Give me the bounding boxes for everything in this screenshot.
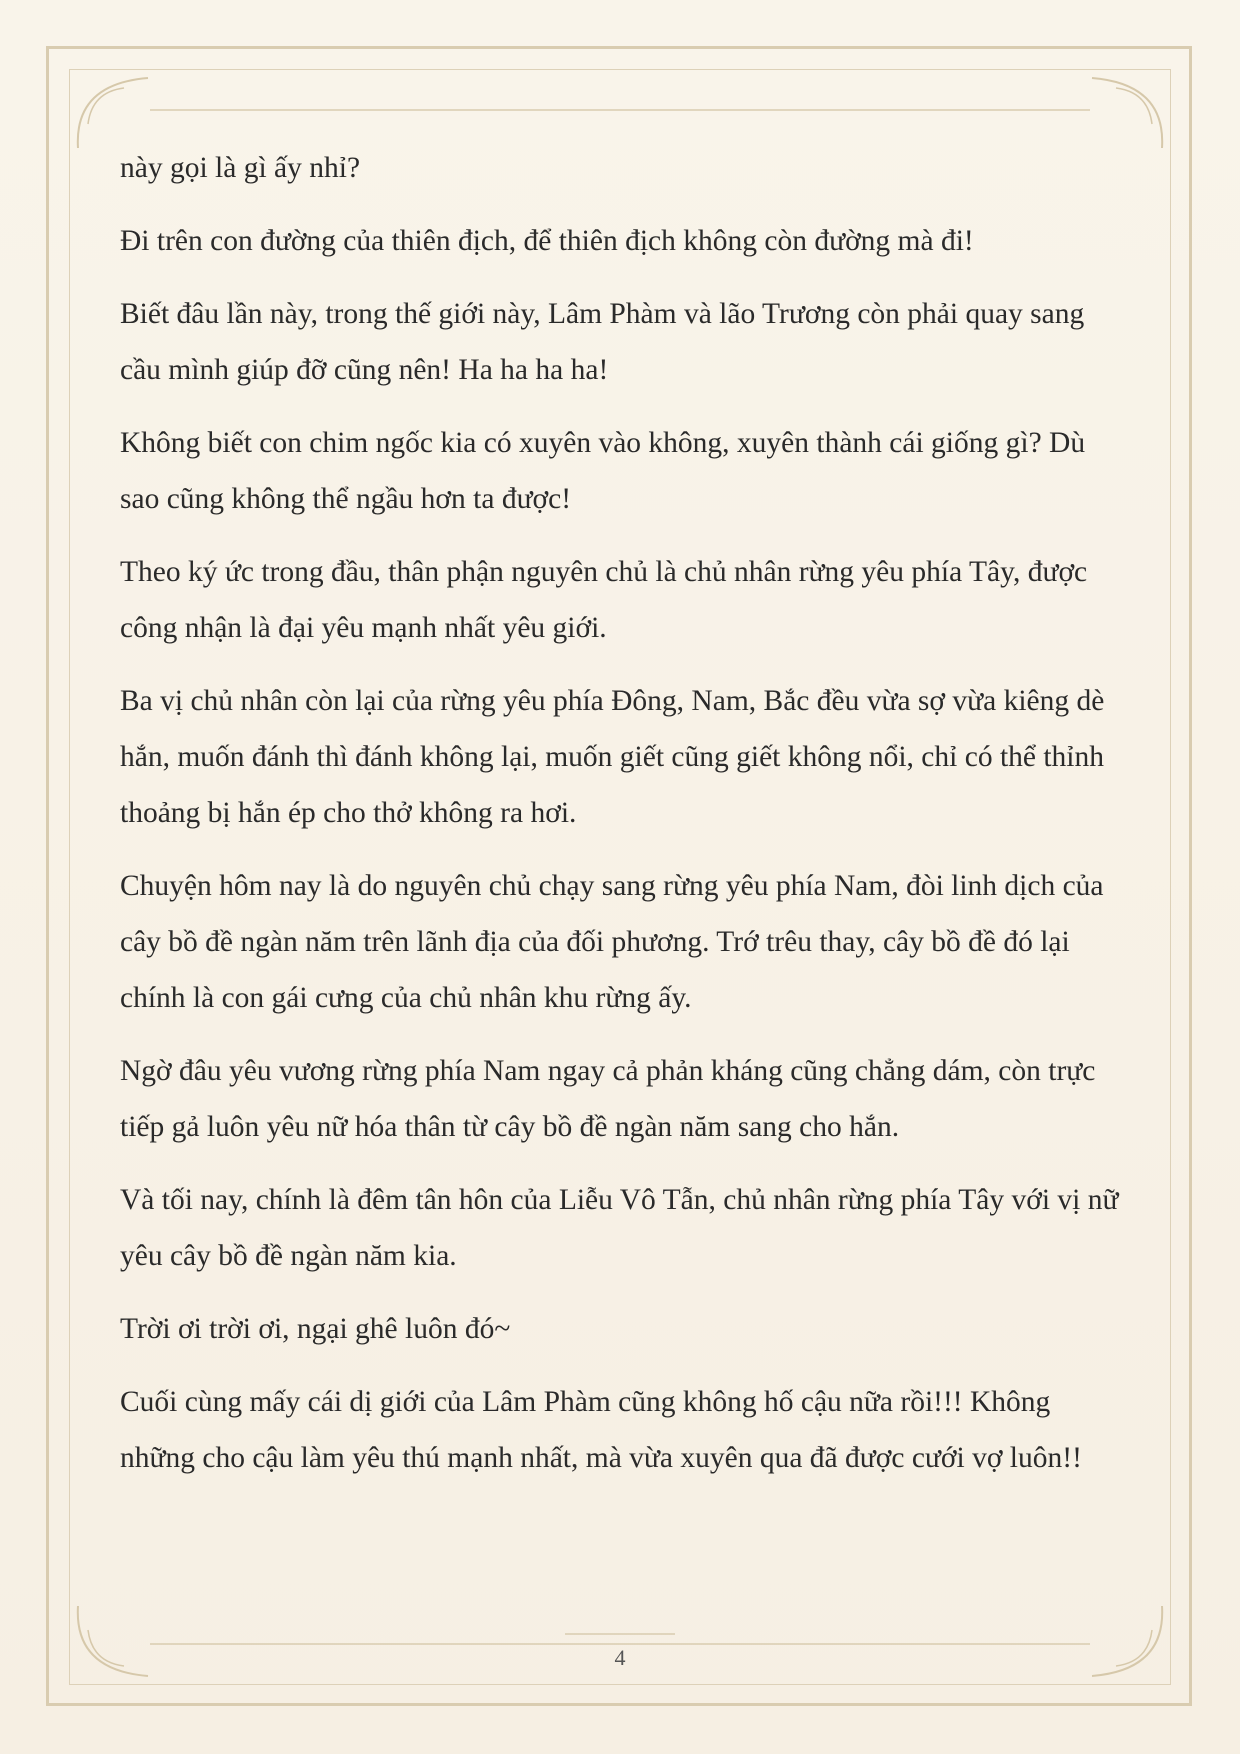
paragraph: Không biết con chim ngốc kia có xuyên vào không, xuyên thành cái giống gì? Dù sao cũng không thể ngầu hơn ta được! xyxy=(120,427,1086,515)
paragraph: Trời ơi trời ơi, ngại ghê luôn đó~ xyxy=(120,1313,511,1345)
paragraph: Đi trên con đường của thiên địch, để thiên địch không còn đường mà đi! xyxy=(120,225,974,257)
paragraph: Và tối nay, chính là đêm tân hôn của Liễu Vô Tẫn, chủ nhân rừng phía Tây với vị nữ yêu cây bồ đề ngàn năm kia. xyxy=(120,1184,1119,1272)
paragraph: Biết đâu lần này, trong thế giới này, Lâm Phàm và lão Trương còn phải quay sang cầu mình giúp đỡ cũng nên! Ha ha ha ha! xyxy=(120,298,1085,386)
page-number: 4 xyxy=(614,1645,626,1670)
paragraph: Chuyện hôm nay là do nguyên chủ chạy sang rừng yêu phía Nam, đòi linh dịch của cây bồ đề ngàn năm trên lãnh địa của đối phương. Trớ trêu thay, cây bồ đề đó lại chính là con gái cưng của chủ nhân khu rừng ấy. xyxy=(120,870,1104,1014)
page-body-text xyxy=(120,140,1120,1503)
paragraph: này gọi là gì ấy nhỉ? xyxy=(120,152,361,184)
paragraph: Ngờ đâu yêu vương rừng phía Nam ngay cả phản kháng cũng chẳng dám, còn trực tiếp gả luôn yêu nữ hóa thân từ cây bồ đề ngàn năm sang cho hắn. xyxy=(120,1055,1096,1143)
paragraph: Ba vị chủ nhân còn lại của rừng yêu phía Đông, Nam, Bắc đều vừa sợ vừa kiêng dè hắn, muốn đánh thì đánh không lại, muốn giết cũng giết không nổi, chỉ có thể thỉnh thoảng bị hắn ép cho thở không ra hơi. xyxy=(120,685,1105,829)
paragraph: Cuối cùng mấy cái dị giới của Lâm Phàm cũng không hố cậu nữa rồi!!! Không những cho cậu làm yêu thú mạnh nhất, mà vừa xuyên qua đã được cưới vợ luôn!! xyxy=(120,1386,1082,1474)
paragraph: Theo ký ức trong đầu, thân phận nguyên chủ là chủ nhân rừng yêu phía Tây, được công nhận là đại yêu mạnh nhất yêu giới. xyxy=(120,556,1088,644)
